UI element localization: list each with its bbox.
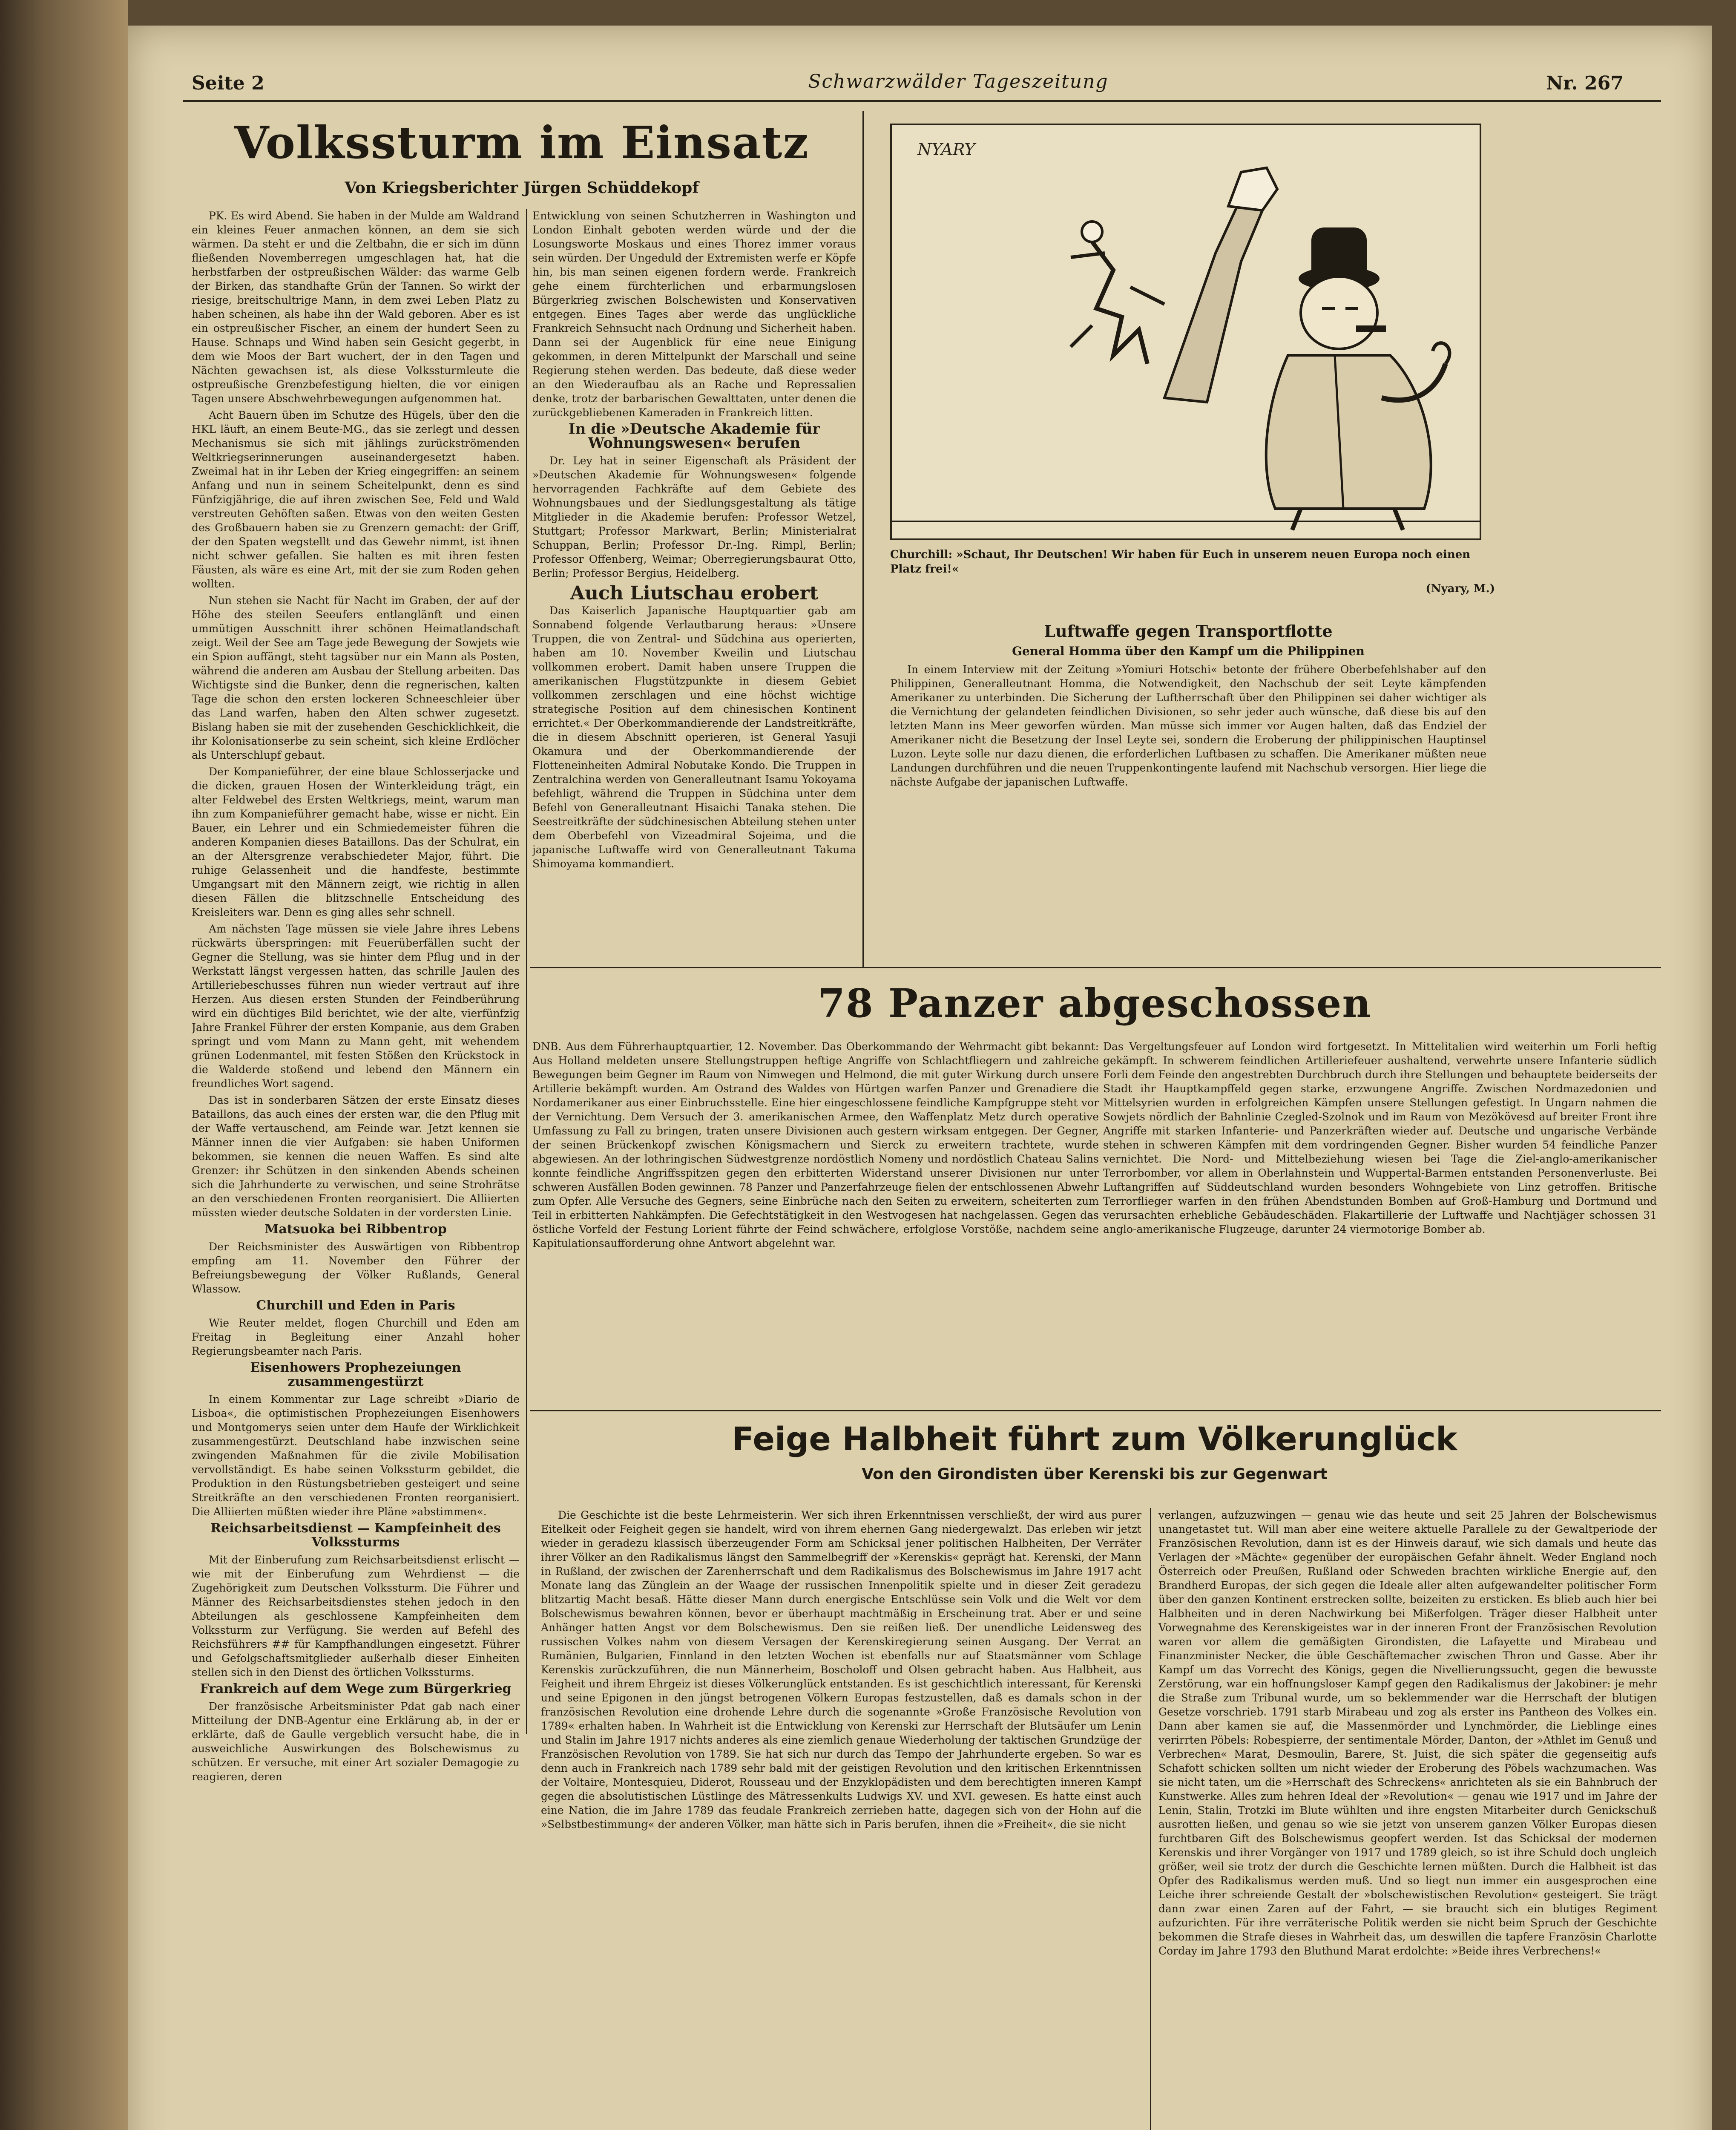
- feature-text: verlangen, aufzuzwingen — genau wie das heute und seit 25 Jahren der Bolschewismus unangetastet tut. Will man aber eine weitere aktuelle Parallele zu der Gewaltperiode der Französischen Revolution, dann ist es der Hinweis darauf, wie sich damals und heute das Verlagen der »Mächte« gegenüber der europäischen Gefahr ähnelt. Weder England noch Österreich oder Preußen, Rußland oder Schweden brachten wirkliche Energie auf, den Brandherd Europas, der sich gegen die Ideale aller alten aufgewandelter politischer Form über den ganzen Kontinent erstrecken sollte, beizeiten zu ersticken. Es blieb auch hier bei Halbheiten und in deren Nachwirkung bei Mißerfolgen. Träger dieser Halbheit unter Vorwegnahme des Kerenskigeistes war in der inneren Front der Französischen Revolution waren vor allem die gemäßigten Girondisten, die Lafayette und Mirabeau und Finanzminister Necker, die üble Geschäftemacher zwischen Thron und Gasse. Aber ihr Kampf um das Vorrecht des Königs, gegen die Nivellierungssucht, gegen die bewusste Zerstörung, war ein hoffnungsloser Kampf gegen den Radikalismus der Jakobiner: je mehr die Straße zum Tribunal wurde, um so beklemmender war die Herrschaft der blutigen Gesetze vorschrieb. 1791 starb Mirabeau und zog als erster ins Pantheon des Volkes ein. Dann aber kamen sie auf, die Massenmörder und Lynchmörder, die Lieblinge eines verirrten Pöbels: Robespierre, der sentimentale Mörder, Danton, der »Athlet im Genuß und Verbrechen« Marat, Desmoulin, Barere, St. Juist, die sich später die gegenseitig aufs Schafott schicken sollten um nicht wieder der Eroberung des Pöbels wachzumachen. Was sie nicht taten, um die »Herrschaft des Schreckens« anrichteten als sie ein Bahnbruch der Kunstwerke. Alles zum hehren Ideal der »Revolution« — genau wie 1917 und im Jahre der Lenin, Stalin, Trotzki im Blute wühlten und ihre engsten Mitarbeiter durch Genickschuß ausrotten ließen, und genau so wie sie jetzt von unserem ganzen Völker Europas diesen furchtbaren Gift des Bolschewismus geopfert werden. Ist das Schicksal der modernen Kerenskis und ihrer Vorgänger von 1917 und 1789 gleich, so ist ihre Schuld doch ungleich größer, weil sie trotz der durch die Geschichte lernen müßten. Durch die Halbheit ist das Opfer des Radikalismus werden muß. Und so liegt nun immer ein ausgesprochen eine Leiche ihrer schreiende Gestalt der »bolschewistischen Revolution« gesteigert. Sie trägt dann zwar einen Zaren auf der Fahrt, — sie braucht sich ein blutiges Regiment aufzurichten. Für ihre verräterische Politik werden sie nicht beim Spruch der Geschichte bekommen die Strafe dieses in Wahrheit das, um deswillen die tapfere Französin Charlotte Corday im Jahre 1793 den Bluthund Marat erdolchte: »Beide ihres Verbrechens!«: [1158, 1509, 1657, 1957]
- header-rule: [183, 100, 1661, 102]
- luftwaffe-subheadline: General Homma über den Kampf um die Philippinen: [1012, 644, 1365, 658]
- academy-headline: In die »Deutsche Akademie für Wohnungswesen« berufen: [568, 420, 820, 452]
- lead-paragraph: Nun stehen sie Nacht für Nacht im Graben, der auf der Höhe des steilen Seeufers entlanglänft und einen ummütigen Ausschnitt ihrer schönen Heimatlandschaft zeigt. Weil der See am Tage jede Bewegung der Sowjets wie ein Spion auffängt, steht tagsüber nur ein Mann als Posten, während die anderen am Ausbau der Stellung arbeiten. Das Wichtigste sind die Bunker, denn die regnerischen, kalten Tage die schon den ersten lockeren Schneeschleier über das Land warfen, haben den Alten schwer zugesetzt. Bislang haben sie mit der zusehenden Geschicklichkeit, die ihr Kolonisationserbe zu sein scheint, sich kleine Erdlöcher als Unterschlupf gebaut.: [192, 594, 520, 761]
- news-text: Der Reichsminister des Auswärtigen von Ribbentrop empfing am 11. November den Führer der Befreiungsbewegung der Völker Rußlands, General Wlassow.: [192, 1241, 520, 1295]
- lead-paragraph: Am nächsten Tage müssen sie viele Jahre ihres Lebens rückwärts überspringen: mit Feuerüberfällen sucht der Gegner die Stellung, was sie hinter dem Pflug und in der Werkstatt längst vergessen hatten, das schrille Jaulen des Artilleriebeschusses führen nun wieder vertraut auf ihre Herzen. Aus diesen ersten Stunden der Feindberührung wird ein düchtiges Bild berichtet, wie der alte, vierfünfzig Jahre Frankel Führer der ersten Kompanie, aus dem Graben springt und vom Mann zu Mann geht, mit wehendem grünen Lodenmantel, mit festen Stößen den Krückstock in die Walderde stoßend und lebend den Männern ein freundliches Wort sagend.: [192, 923, 520, 1090]
- panzer-report-left: DNB. Aus dem Führerhauptquartier, 12. November. Das Oberkommando der Wehrmacht gibt bekannt: Aus Holland meldeten unsere Stellungstruppen heftige Angriffe von Schlachtfliegern und zahlreiche Bewegungen beim Gegner im Raum von Nimwegen und Helmond, die mit guter Wirkung durch unsere Artillerie bekämpft wurden. Am Ostrand des Waldes von Hürtgen warfen Panzer und Grenadiere die Nordamerikaner aus einer Einbruchsstelle. Eine hier eingeschlossene feindliche Kampfgruppe steht vor der Vernichtung. Dem Versuch der 3. amerikanischen Armee, den Waffenplatz Metz durch operative Umfassung zu Fall zu bringen, traten unsere Divisionen auch gestern wirksam entgegen. Der Gegner, der seinen Brückenkopf zwischen Königsmachern und Sierck zu erweitern trachtete, wurde abgewiesen. An der lothringischen Südwestgrenze nordöstlich Nomeny und nordöstlich Chateau Salins konnte feindliche Angriffsspitzen gegen den erbitterten Widerstand unserer Divisionen nur unter schweren Ausfällen Boden gewinnen. 78 Panzer und Panzerfahrzeuge fielen der entschlossenen Abwehr zum Opfer. Alle Versuche des Gegners, seine Einbrüche nach den Seiten zu erweitern, scheiterten zum Teil in erbitterten Nahkämpfen. Die Gefechtstätigkeit in den Westvogesen hat nachgelassen. Gegen das östliche Vorfeld der Festung Lorient führte der Feind schwächere, erfolglose Vorstöße, nachdem seine Kapitulationsaufforderung ohne Antwort abgelehnt war.: [532, 1040, 1099, 1249]
- column-rule-3: [1150, 1508, 1151, 2130]
- lead-paragraph: Das ist in sonderbaren Sätzen der erste Einsatz dieses Bataillons, das auch eines der ersten war, die den Pflug mit der Waffe vertauschend, am Feinde war. Jetzt kennen sie Männer innen die vier Aufgaben: sie haben Uniformen bekommen, sie kennen die neuen Waffen. Es sind alte Grenzer: ihr Schützen in den sinkenden Abends scheinen sich die Jahrhunderte zu verwischen, und seine Strohrätse an den verschiedenen Fronten reorganisiert. Die Alliierten müssten wieder deutsche Soldaten in der vordersten Linie.: [192, 1094, 520, 1219]
- panzer-left-text: [532, 1039, 1099, 1406]
- lead-paragraph: Der Kompanieführer, der eine blaue Schlosserjacke und die dicken, grauen Hosen der Winterkleidung trägt, ein alter Feldwebel des Ersten Weltkriegs, meint, warum man ihn zum Kompanieführer gemacht habe, wisse er nicht. Ein Bauer, ein Lehrer und ein Schmiedemeister führen die anderen Kompanien dieses Bataillons. Das der Schulrat, ein an der Altersgrenze verabschiedeter Major, führt. Die ruhige Gelassenheit und die handfeste, bestimmte Umgangsart mit den Männern zeigt, wie richtig in allen diesen Fällen die blitzschnelle Entscheidung des Kreisleiters war. Denn es ging alles sehr schnell.: [192, 766, 520, 918]
- artist-mark: NYARY: [917, 140, 975, 159]
- news-text: Wie Reuter meldet, flogen Churchill und Eden am Freitag in Begleitung einer Anzahl hoher Regierungsbeamter nach Paris.: [192, 1317, 520, 1357]
- luftwaffe-text: In einem Interview mit der Zeitung »Yomiuri Hotschi« betonte der frühere Oberbefehlshaber auf den Philippinen, Generalleutnant Homma, die Notwendigkeit, den Nachschub der seit Leyte kämpfenden Amerikaner zu unterbinden. Die Sicherung der Luftherrschaft über den Philippinen sei daher wichtiger als die Vernichtung der gelandeten feindlichen Divisionen, so sehr jeder auch wünsche, daß diese bis auf den letzten Mann ins Meer geworfen würden. Man müsse sich immer vor Augen halten, daß das Endziel der Amerikaner nicht die Besetzung der Insel Leyte sei, sondern die Eroberung der philippinischen Hauptinsel Luzon. Leyte solle nur dazu dienen, die erforderlichen Luftbasen zu schaffen. Die Amerikaner müßten neue Landungen durchführen und die neuen Truppenkontingente laufend mit Nachschub versorgen. Hier liege die nächste Aufgabe der japanischen Luftwaffe.: [890, 663, 1486, 788]
- liuchow-text: Das Kaiserlich Japanische Hauptquartier gab am Sonnabend folgende Verlautbarung heraus: »Unsere Truppen, die von Zentral- und Südchina aus operierten, haben am 10. November Kweilin und Liutschau vollkommen erobert. Damit haben unsere Truppen die amerikanischen Flugstützpunkte in diesem Gebiet vollkommen zerschlagen und eine höchst wichtige strategische Position auf dem chinesischen Kontinent errichtet.« Der Oberkommandierende der Landstreitkräfte, die in diesem Abschnitt operieren, ist General Yasuji Okamura und der Oberkommandierende der Flotteneinheiten Admiral Nobutake Kondo. Die Truppen in Zentralchina werden von Generalleutnant Isamu Yokoyama befehligt, während die Truppen in Südchina unter dem Befehl von Generalleutnant Hisaichi Tanaka stehen. Die Seestreitkräfte der südchinesischen Abteilung stehen unter dem Oberbefehl von Vizeadmiral Sojeima, und die japanische Luftwaffe wird von Generalleutnant Takuma Shimoyama kommandiert.: [532, 604, 856, 870]
- lead-title: Volkssturm im Einsatz: [234, 116, 809, 169]
- book-binding: [0, 0, 128, 2130]
- liuchow-headline: Auch Liutschau erobert: [570, 582, 819, 604]
- middle-column: [532, 209, 856, 963]
- column-rule-2: [862, 111, 864, 967]
- feature-column-1: [541, 1508, 1141, 2130]
- churchill-cartoon-image: [892, 125, 1480, 538]
- panzer-headline: 78 Panzer abgeschossen: [817, 980, 1372, 1026]
- luftwaffe-article: [890, 616, 1486, 956]
- feature-headline: Feige Halbheit führt zum Völkerunglück: [732, 1420, 1457, 1458]
- feature-text: Die Geschichte ist die beste Lehrmeisterin. Wer sich ihren Erkenntnissen verschließt, der wird aus purer Eitelkeit oder Feigheit gegen sie handelt, wird von ihrem ehernen Gang niedergewalzt. Das erleben wir jetzt wieder in geradezu klassisch überzeugender Form am Schicksal jener politischen Halbheiten, Der Verräter ihrer Völker an den Radikalismus längst den Sammelbegriff der »Kerenskis« geprägt hat. Kerenski, der Mann in Rußland, der zwischen der Zarenherrschaft und dem Radikalismus des Bolschewismus im Jahre 1917 acht Monate lang das Zünglein an der Waage der russischen Innenpolitik spielte und in dieser Zeit geradezu blitzartig Macht besaß. Hätte dieser Mann durch energische Entschlüsse sein Volk und die Welt vor dem Bolschewismus bewahren können, bevor er überhaupt machtmäßig in Erscheinung trat. Aber er und seine Anhänger hatten Angst vor dem Bolschewismus. Den sie reißen ließ. Der unendliche Leidensweg des russischen Volkes nahm von diesem Versagen der Kerenskiregierung seinen Ausgang. Der Verrat an Rumänien, Bulgarien, Finnland in den letzten Wochen ist ebenfalls nur auf Staatsmänner vom Schlage Kerenskis zurückzuführen, die nun Männerheim, Boscholoff und Olsen gebracht haben. Aus Halbheit, aus Feigheit und ihrem Ehrgeiz ist dieses Völkerunglück entstanden. Es ist geschichtlich interessant, für Kerenski und seine Epigonen in den jüngst betrogenen Völkern Europas festzustellen, daß es damals schon in der französischen Revolution eine drohende Lehre durch die sogenannte »Große Französische Revolution von 1789« erhalten haben. In Wahrheit ist die Entwicklung von Kerenski zur Herrschaft der Blutsäufer um Lenin und Stalin im Jahre 1917 nichts anderes als eine ziemlich genaue Wiederholung der taktischen Grundzüge der Französischen Revolution von 1789. Sie hat sich nur durch das Tempo der Jahrhunderte ergeben. So war es denn auch in Frankreich nach 1789 sehr bald mit der geistigen Revolution und den kritischen Erkenntnissen der Voltaire, Montesquieu, Diderot, Rousseau und der Enzyklopädisten und dem berechtigten inneren Kampf gegen die absolutistischen Lüstlinge des Mätressenkults Ludwigs XV. und XVI. gewesen. Es hatte einst auch eine Nation, die im Jahre 1789 das feudale Frankreich zerrieben hatte, dagegen sich von der Hohn auf die »Selbstbestimmung« der anderen Völker, man hätte sich in Paris berufen, ihnen die »Freiheit«, die sie nicht: [541, 1509, 1141, 1831]
- lead-paragraph: Acht Bauern üben im Schutze des Hügels, über den die HKL läuft, an einem Beute-MG., das sie zerlegt und dessen Mechanismus sie sich mit jählings zurückströmenden Weltkriegserinnerungen auseinandergesetzt haben. Zweimal hat in ihr Leben der Krieg eingegriffen: an seinem Anfang und nun in seinem Scheitelpunkt, denn es sind Fünfzigjährige, die auf ihren zwischen See, Feld und Wald verstreuten Gehöften saßen. Etwas von den weiten Gesten des Großbauern haben sie zu Grenzern gemacht: der Griff, der den Spaten wegstellt und das Gewehr nimmt, ist ihnen nicht schwer gefallen. Sie halten es mit ihren festen Fäusten, als wäre es eine Art, mit der sie zum Roden gehen wollten.: [192, 409, 520, 590]
- panzer-top-rule: [530, 967, 1661, 968]
- lead-paragraph: PK. Es wird Abend. Sie haben in der Mulde am Waldrand ein kleines Feuer anmachen können, an dem sie sich wärmen. Da steht er und die Zeltbahn, die er sich im dünn fließenden Novemberregen umgeschlagen hat, hat die herbstfarben der ostpreußischen Wälder: das warme Gelb der Birken, das standhafte Grün der Tannen. So wirkt der riesige, breitschultrige Mann, in dem zwei Leben Platz zu haben scheinen, als habe ihn der Wald geboren. Aber es ist ein ostpreußischer Fischer, an einem der hundert Seen zu Hause. Schnaps und Wind haben sein Gesicht gegerbt, in dem wie Moos der Bart wuchert, der in den Tagen und Nächten gewachsen ist, als diese Volkssturmleute die ostpreußische Grenzbefestigung hielten, die vor einigen Tagen unsere Abschwehrbewegungen aufgenommen hat.: [192, 210, 520, 405]
- newspaper-page: [128, 26, 1712, 2130]
- cartoon-frame: [890, 124, 1481, 540]
- panzer-report-right: Das Vergeltungsfeuer auf London wird fortgesetzt. In Mittelitalien wird weiterhin um Forli heftig gekämpft. In schwerem feindlichen Artilleriefeuer aushaltend, verwehrte unsere Infanterie südlich Forli dem Feinde den angestrebten Durchbruch durch ihre Stellungen und behauptete beiderseits der Stadt ihr Hauptkampffeld gegen starke, erzwungene Angriffe. Zwischen Nordmazedonien und Mittelsyrien wurden in erfolgreichen Kämpfen unsere Stellungen gefestigt. In Ungarn nahmen die Sowjets nördlich der Bahnlinie Czegled-Szolnok und im Raum von Mezökövesd auf breiter Front ihre Angriffe mit starken Infanterie- und Panzerkräften wieder auf. Deutsche und ungarische Verbände stehen in schweren Kämpfen mit dem vordringenden Gegner. Bisher wurden 54 feindliche Panzer vernichtet. Die Nord- und Mittelbeziehung wiesen bei Tage die Ziel-anglo-amerikanischer Terrorbomber, vor allem in Oberlahnstein und Wuppertal-Barmen entstanden Personenverluste. Bei Luftangriffen auf Süddeutschland wurden besonders Wohngebiete von Linz getroffen. Britische Terrorflieger warfen in den frühen Abendstunden Bomben auf Groß-Hamburg und Dortmund und verursachten erhebliche Gebäudeschäden. Flakartillerie der Luftwaffe und Nachtjäger schossen 31 anglo-amerikanische Flugzeuge, darunter 24 viermotorige Bomber ab.: [1103, 1040, 1657, 1235]
- page-label: Seite 2: [192, 72, 264, 94]
- feature-column-2: [1158, 1508, 1657, 2130]
- academy-text: Dr. Ley hat in seiner Eigenschaft als Präsident der »Deutschen Akademie für Wohnungswesen« folgende hervorragenden Fachkräfte auf dem Gebiete des Wohnungsbaues und der Siedlungsgestaltung als tätige Mitglieder in die Akademie berufen: Professor Wetzel, Stuttgart; Professor Markwart, Berlin; Ministerialrat Schuppan, Berlin; Professor Dr.-Ing. Rimpl, Berlin; Professor Offenberg, Weimar; Oberregierungsbaurat Otto, Berlin; Professor Bergius, Heidelberg.: [532, 455, 856, 579]
- luftwaffe-headline: Luftwaffe gegen Transportflotte: [1044, 622, 1333, 641]
- news-headline: Matsuoka bei Ribbentrop: [264, 1222, 447, 1237]
- column-rule-1: [526, 209, 527, 1734]
- feature-subheadline: Von den Girondisten über Kerenski bis zur Gegenwart: [862, 1465, 1328, 1483]
- news-text: Der französische Arbeitsminister Pdat gab nach einer Mitteilung der DNB-Agentur eine Erklärung ab, in der er erklärte, daß de Gaulle vergeblich versucht habe, die in ausweichliche Auswirkungen des Bolschewismus zu schützen. Er versuche, mit einer Art sozialer Demagogie zu reagieren, deren: [192, 1700, 520, 1783]
- lead-byline: Von Kriegsberichter Jürgen Schüddekopf: [345, 179, 699, 197]
- issue-number: Nr. 267: [1546, 72, 1624, 94]
- news-headline: Reichsarbeitsdienst — Kampfeinheit des Volkssturms: [210, 1521, 501, 1550]
- lead-column: [192, 209, 520, 2130]
- news-text: Mit der Einberufung zum Reichsarbeitsdienst erlischt — wie mit der Einberufung zum Wehrdienst — die Zugehörigkeit zum Deutschen Volkssturm. Die Führer und Männer des Reichsarbeitsdienstes stehen jedoch in den Abteilungen als geschlossene Kampfeinheiten dem Volkssturm zur Verfügung. Sie werden auf Befehl des Reichsführers ## für Kampfhandlungen eingesetzt. Führer und Gefolgschaftsmitglieder außerhalb dieser Einheiten stellen sich in den Dienst des örtlichen Volkssturms.: [192, 1554, 520, 1678]
- continuation-text: Entwicklung von seinen Schutzherren in Washington und London Einhalt geboten werden würde und der die Losungsworte Moskaus und eines Thorez immer voraus sein würden. Der Ungeduld der Extremisten werfe er Köpfe hin, bis man seinen eigenen fordern werde. Frankreich gehe einem fürchterlichen und erbarmungslosen Bürgerkrieg zwischen Bolschewisten und Konservativen entgegen. Eines Tages aber werde das unglückliche Frankreich Sehnsucht nach Ordnung und Sicherheit haben. Dann sei der Augenblick für eine neue Einigung gekommen, in deren Mittelpunkt der Marschall und seine Regierung stehen werden. Das bedeute, daß diese weder an den Wiederaufbau als an Rache und Repressalien denke, trotz der barbarischen Gewalttaten, unter denen die zurückgebliebenen Kameraden in Frankreich litten.: [532, 210, 856, 419]
- cartoon-caption: Churchill: »Schaut, Ihr Deutschen! Wir haben für Euch in unserem neuen Europa noch einen Platz frei!«: [890, 548, 1471, 576]
- paper-name: Schwarzwälder Tageszeitung: [808, 71, 1109, 92]
- news-headline: Eisenhowers Prophezeiungen zusammengestürzt: [250, 1360, 461, 1389]
- news-text: In einem Kommentar zur Lage schreibt »Diario de Lisboa«, die optimistischen Prophezeiungen Eisenhowers und Montgomerys seien unter dem Haufe der Wirklichkeit zusammengestürzt. Deutschland habe inzwischen seine zwingenden Maßnahmen für die zivile Mobilisation vervollständigt. Es habe seinen Volkssturm gebildet, die Produktion in den Rüstungsbetrieben gesteigert und seine Streitkräfte an den verschiedenen Fronten reorganisiert. Die Alliierten müßten wieder ihre Pläne »abstimmen«.: [192, 1393, 520, 1518]
- news-headline: Churchill und Eden in Paris: [256, 1298, 455, 1313]
- panzer-right-text: [1103, 1039, 1657, 1406]
- feature-top-rule: [530, 1410, 1661, 1411]
- cartoon-credit: (Nyary, M.): [1426, 582, 1495, 595]
- news-headline: Frankreich auf dem Wege zum Bürgerkrieg: [200, 1681, 512, 1696]
